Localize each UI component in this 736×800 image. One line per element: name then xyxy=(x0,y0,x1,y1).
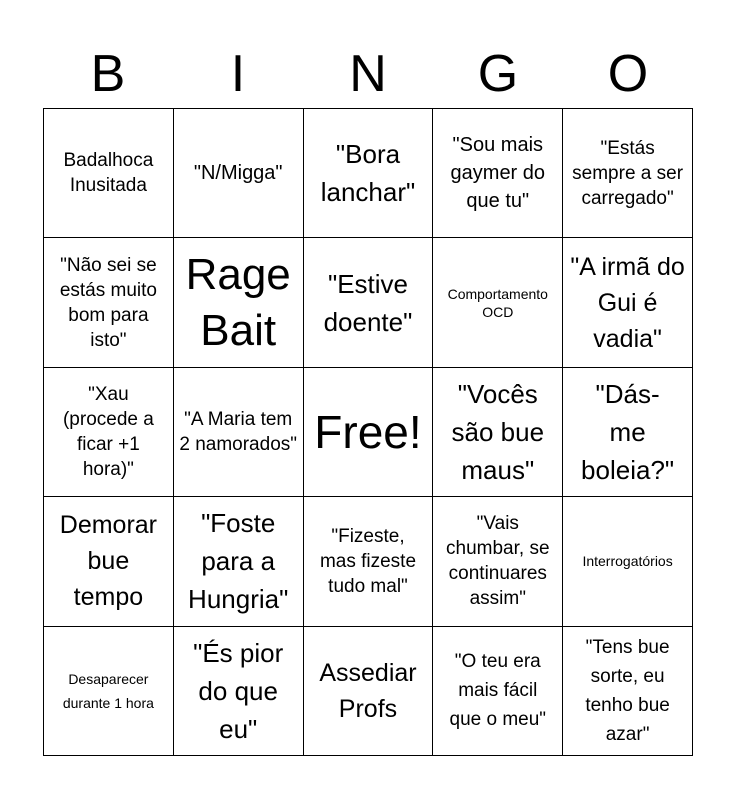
bingo-board xyxy=(43,108,693,756)
bingo-cell-r1-c3[interactable] xyxy=(304,109,434,238)
cell-text: Free! xyxy=(314,405,422,458)
cell-text: Demorar bue tempo xyxy=(59,511,158,612)
cell-text: Comportamento OCD xyxy=(447,285,548,320)
cell-text: "N/Migga" xyxy=(193,162,283,185)
bingo-cell-r3-c5[interactable] xyxy=(563,368,693,497)
cell-text: Badalhoca Inusitada xyxy=(63,150,154,197)
cell-text: Interrogatórios xyxy=(582,553,673,570)
header-letter-o: O xyxy=(607,45,649,103)
bingo-cell-r5-c4[interactable] xyxy=(433,627,563,756)
cell-text: "Sou mais gaymer do que tu" xyxy=(450,134,546,213)
bingo-cell-r3-c4[interactable] xyxy=(433,368,563,497)
cell-text: "Tens bue sorte, eu tenho bue azar" xyxy=(585,636,670,745)
bingo-cell-r5-c5[interactable] xyxy=(563,627,693,756)
bingo-cell-r4-c1[interactable] xyxy=(44,497,174,626)
bingo-cell-r2-c3[interactable] xyxy=(304,238,434,367)
bingo-cell-r4-c2[interactable] xyxy=(174,497,304,626)
cell-text: "Vais chumbar, se continuares assim" xyxy=(446,513,550,610)
bingo-cell-r4-c3[interactable] xyxy=(304,497,434,626)
bingo-cell-r5-c1[interactable] xyxy=(44,627,174,756)
cell-text: "Estive doente" xyxy=(323,268,413,337)
cell-text: "Foste para a Hungria" xyxy=(188,508,289,615)
bingo-cell-r1-c1[interactable] xyxy=(44,109,174,238)
cell-text: "És pior do que eu" xyxy=(193,637,284,744)
bingo-cell-r1-c5[interactable] xyxy=(563,109,693,238)
bingo-cell-r4-c5[interactable] xyxy=(563,497,693,626)
cell-text: Desaparecer durante 1 hora xyxy=(62,670,154,711)
bingo-cell-r1-c4[interactable] xyxy=(433,109,563,238)
cell-text: "Não sei se estás muito bom para isto" xyxy=(59,254,157,351)
cell-text: "Bora lanchar" xyxy=(320,139,416,208)
bingo-cell-r2-c2[interactable] xyxy=(174,238,304,367)
bingo-header xyxy=(43,40,693,108)
cell-text: Rage Bait xyxy=(185,249,291,355)
cell-text: "Vocês são bue maus" xyxy=(451,378,545,485)
cell-text: "Dás-me boleia?" xyxy=(581,378,675,485)
header-letter-b: B xyxy=(90,45,126,103)
header-letter-g: G xyxy=(477,45,519,103)
bingo-cell-r5-c3[interactable] xyxy=(304,627,434,756)
header-letter-n: N xyxy=(349,45,387,103)
cell-text: "Xau (procede a ficar +1 hora)" xyxy=(62,383,154,480)
bingo-cell-r2-c1[interactable] xyxy=(44,238,174,367)
cell-text: "A Maria tem 2 namorados" xyxy=(179,408,298,455)
bingo-cell-r4-c4[interactable] xyxy=(433,497,563,626)
cell-text: "Estás sempre a ser carregado" xyxy=(572,137,684,209)
cell-text: "A irmã do Gui é vadia" xyxy=(570,252,685,353)
bingo-cell-r5-c2[interactable] xyxy=(174,627,304,756)
bingo-cell-r3-c2[interactable] xyxy=(174,368,304,497)
bingo-cell-r3-c3[interactable] xyxy=(304,368,434,497)
cell-text: "Fizeste, mas fizeste tudo mal" xyxy=(319,525,417,597)
bingo-cell-r3-c1[interactable] xyxy=(44,368,174,497)
header-letter-i: I xyxy=(230,45,246,103)
bingo-cell-r2-c4[interactable] xyxy=(433,238,563,367)
cell-text: "O teu era mais fácil que o meu" xyxy=(449,651,547,731)
bingo-cell-r1-c2[interactable] xyxy=(174,109,304,238)
cell-text: Assediar Profs xyxy=(319,658,417,723)
bingo-cell-r2-c5[interactable] xyxy=(563,238,693,367)
